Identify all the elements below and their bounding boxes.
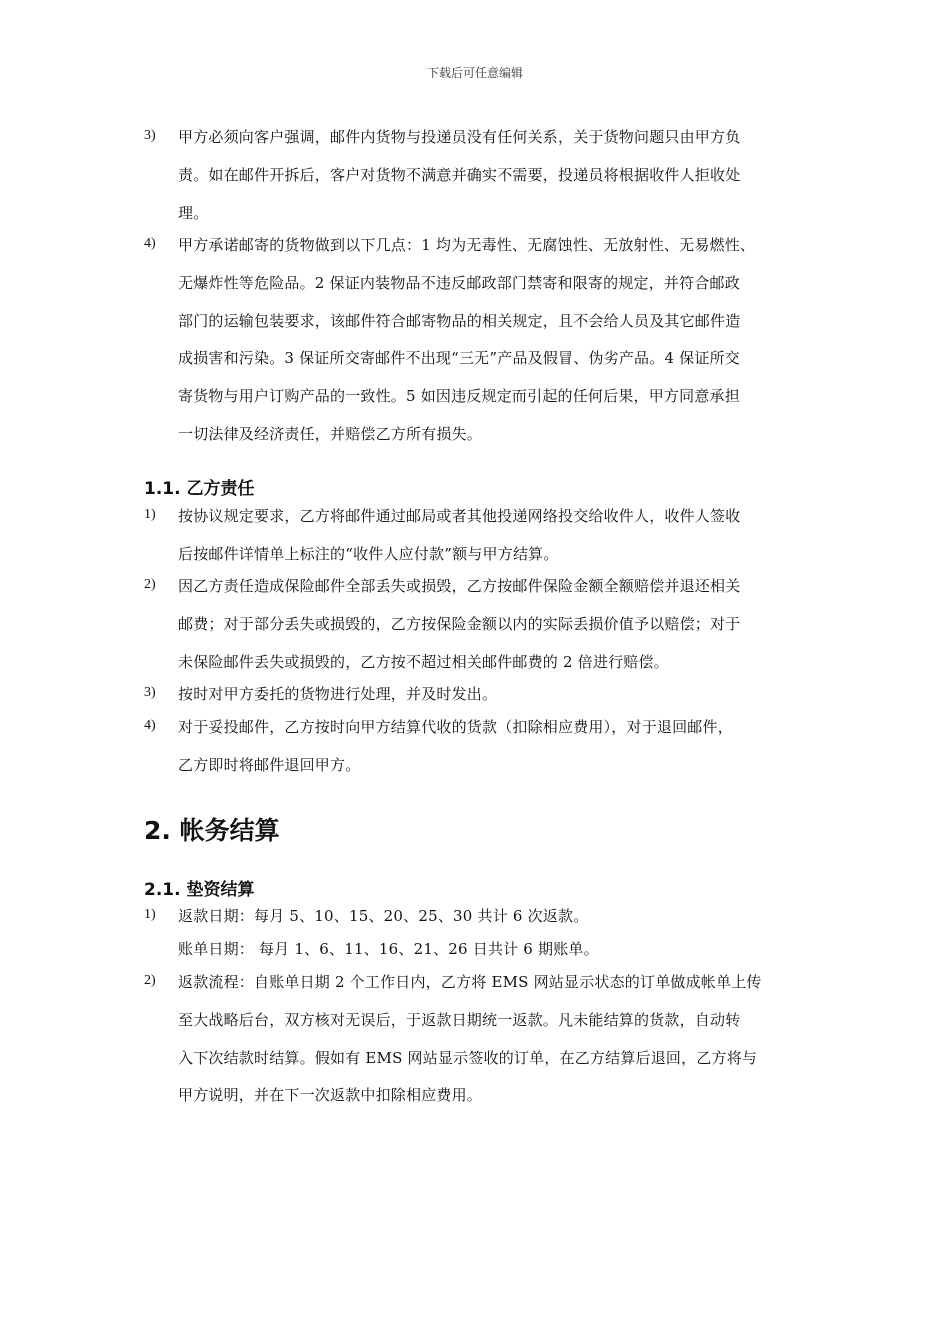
paragraph-line: 理。 bbox=[178, 204, 209, 222]
list-number: 4) bbox=[144, 718, 156, 733]
paragraph-line: 返款流程：自账单日期 2 个工作日内，乙方将 EMS 网站显示状态的订单做成帐单上传 bbox=[178, 973, 762, 991]
list-number: 2) bbox=[144, 577, 156, 592]
paragraph-line: 甲方说明，并在下一次返款中扣除相应费用。 bbox=[178, 1086, 483, 1104]
list-number: 1) bbox=[144, 507, 156, 522]
paragraph-line: 入下次结款时结算。假如有 EMS 网站显示签收的订单，在乙方结算后退回，乙方将与 bbox=[178, 1049, 758, 1067]
paragraph-line: 后按邮件详情单上标注的“收件人应付款”额与甲方结算。 bbox=[178, 545, 559, 563]
list-number: 3) bbox=[144, 128, 156, 143]
paragraph-line: 部门的运输包装要求，该邮件符合邮寄物品的相关规定，且不会给人员及其它邮件造 bbox=[178, 312, 741, 330]
paragraph-line: 成损害和污染。3 保证所交寄邮件不出现“三无”产品及假冒、伪劣产品。4 保证所交 bbox=[178, 349, 740, 367]
paragraph-line: 寄货物与用户订购产品的一致性。5 如因违反规定而引起的任何后果，甲方同意承担 bbox=[178, 387, 740, 405]
page-header: 下载后可任意编辑 bbox=[426, 66, 523, 80]
paragraph-line: 邮费；对于部分丢失或损毁的，乙方按保险金额以内的实际丢损价值予以赔偿；对于 bbox=[178, 615, 741, 633]
paragraph-line: 账单日期： 每月 1、6、11、16、21、26 日共计 6 期账单。 bbox=[178, 940, 599, 958]
paragraph-line: 按协议规定要求，乙方将邮件通过邮局或者其他投递网络投交给收件人，收件人签收 bbox=[178, 507, 741, 525]
list-number: 2) bbox=[144, 973, 156, 988]
paragraph-line: 未保险邮件丢失或损毁的，乙方按不超过相关邮件邮费的 2 倍进行赔偿。 bbox=[178, 653, 669, 671]
list-number: 4) bbox=[144, 236, 156, 251]
list-number: 3) bbox=[144, 685, 156, 700]
section-heading: 2.1. 垫资结算 bbox=[144, 880, 255, 900]
paragraph-line: 甲方承诺邮寄的货物做到以下几点：1 均为无毒性、无腐蚀性、无放射性、无易燃性、 bbox=[178, 236, 756, 254]
paragraph-line: 因乙方责任造成保险邮件全部丢失或损毁，乙方按邮件保险金额全额赔偿并退还相关 bbox=[178, 577, 741, 595]
paragraph-line: 对于妥投邮件，乙方按时向甲方结算代收的货款（扣除相应费用），对于退回邮件， bbox=[178, 718, 733, 736]
paragraph-line: 至大战略后台，双方核对无误后，于返款日期统一返款。凡未能结算的货款，自动转 bbox=[178, 1011, 741, 1029]
paragraph-line: 一切法律及经济责任，并赔偿乙方所有损失。 bbox=[178, 425, 483, 443]
list-number: 1) bbox=[144, 907, 156, 922]
chapter-heading: 2. 帐务结算 bbox=[144, 816, 280, 845]
paragraph-line: 乙方即时将邮件退回甲方。 bbox=[178, 756, 361, 774]
paragraph-line: 甲方必须向客户强调，邮件内货物与投递员没有任何关系，关于货物问题只由甲方负 bbox=[178, 128, 741, 146]
paragraph-line: 无爆炸性等危险品。2 保证内装物品不违反邮政部门禁寄和限寄的规定，并符合邮政 bbox=[178, 274, 740, 292]
paragraph-line: 按时对甲方委托的货物进行处理，并及时发出。 bbox=[178, 685, 498, 703]
paragraph-line: 责。如在邮件开拆后，客户对货物不满意并确实不需要，投递员将根据收件人拒收处 bbox=[178, 166, 741, 184]
section-heading: 1.1. 乙方责任 bbox=[144, 479, 255, 499]
paragraph-line: 返款日期：每月 5、10、15、20、25、30 共计 6 次返款。 bbox=[178, 907, 589, 925]
